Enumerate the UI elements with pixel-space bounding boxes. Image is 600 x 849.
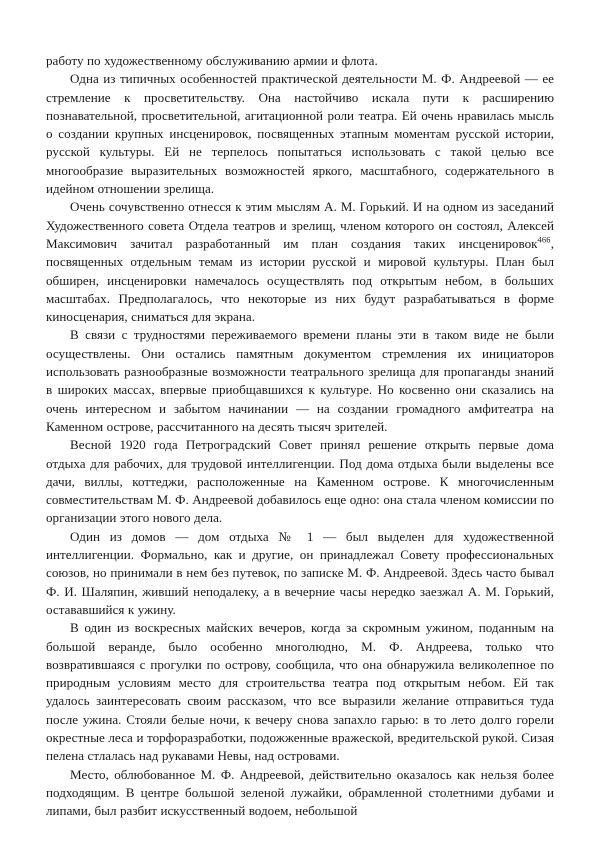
footnote-reference-466[interactable]: 466 xyxy=(537,235,551,245)
paragraph-3-text-after-footnote: , посвященных отдельным темам из истории русской и мировой культуры. План был обширен, инсценировки намечалось осуществлять под открытым небом, в больших масштабах. Предполагалось, что некоторые из них будут разрабатываться в форме киносценария, сниматься для экрана. xyxy=(46,235,554,325)
paragraph-4: В связи с трудностями переживаемого времени планы эти в таком виде не были осуществлены. Они остались памятным документом стремления их инициаторов использовать разнообразные возможности театрального зрелища для пропаганды знаний в широких массах, впервые приобщавшихся к культуре. Но косвенно они сказались на очень интересном и забытом начинании — на создании громадного амфитеатра на Каменном острове, рассчитанного на десять тысяч зрителей. xyxy=(46,327,554,434)
paragraph-1: работу по художественному обслуживанию армии и флота. xyxy=(46,53,378,68)
paragraph-8: Место, облюбованное М. Ф. Андреевой, действительно оказалось как нельзя более подходящим. В центре большой зеленой лужайки, обрамленной столетними дубами и липами, был разбит искусственный водоем, небольшой xyxy=(46,766,554,819)
paragraph-3 xyxy=(46,198,554,326)
paragraph-5: Весной 1920 года Петроградский Совет принял решение открыть первые дома отдыха для рабочих, для трудовой интеллигенции. Под дома отдыха были выделены все дачи, виллы, коттеджи, расположенные на Каменном острове. К многочисленным совместительствам М. Ф. Андреевой добавилось еще одно: она стала членом комиссии по организации этого нового дела. xyxy=(46,437,554,526)
paragraph-3-text-before-footnote: Очень сочувственно отнесся к этим мыслям А. М. Горький. И на одном из заседаний Художественного совета Отдела театров и зрелищ, членом которого он состоял, Алексей Максимович зачитал разработанный им план создания таких инсценировок xyxy=(46,199,554,251)
paragraph-7: В один из воскресных майских вечеров, когда за скромным ужином, поданным на большой веранде, было особенно многолюдно, М. Ф. Андреева, только что возвратившаяся с прогулки по острову, сообщила, что она обнаружила великолепное по природным условиям место для строительства театра под открытым небом. Ей так удалось заинтересовать своим рассказом, что все выразили желание отправиться туда после ужина. Стояли белые ночи, к вечеру снова запахло гарью: в то лето долго горели окрестные леса и торфоразработки, подожженные вражеской, вредительской рукой. Сизая пелена стлалась над рукавами Невы, над островами. xyxy=(46,620,554,764)
text-column xyxy=(46,52,554,820)
paragraph-2: Одна из типичных особенностей практической деятельности М. Ф. Андреевой — ее стремление к просветительству. Она настойчиво искала пути к расширению познавательной, просветительной, агитационной роли театра. Ей очень нравилась мысль о создании крупных инсценировок, посвященных этапным моментам русской истории, русской культуры. Ей не терпелось попытаться использовать с такой целью все многообразие выразительных возможностей яркого, масштабного, содержательного в идейном отношении зрелища. xyxy=(46,71,554,197)
paragraph-6: Один из домов — дом отдыха № 1 — был выделен для художественной интеллигенции. Формально, как и другие, он принадлежал Совету профессиональных союзов, но принимали в нем без путевок, по записке М. Ф. Андреевой. Здесь часто бывал Ф. И. Шаляпин, живший неподалеку, а в вечерние часы нередко заезжал А. М. Горький, остававшийся к ужину. xyxy=(46,528,554,617)
